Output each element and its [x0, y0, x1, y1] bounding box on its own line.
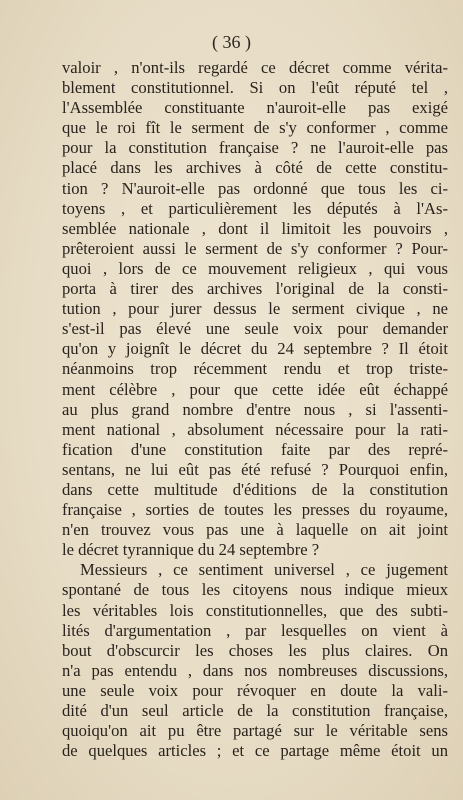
text-line: tion ? N'auroit-elle pas ordonné que tous les ci- — [62, 178, 448, 198]
text-line: n'a pas entendu , dans nos nombreuses discussions, — [62, 660, 448, 680]
text-line: le décret tyrannique du 24 septembre ? — [62, 540, 320, 560]
text-line: ment célèbre , pour que cette idée eût échappé — [62, 379, 448, 399]
text-line: lités d'argumentation , par lesquelles on vient à — [62, 620, 448, 640]
text-line: néanmoins trop récemment rendu et trop triste- — [62, 359, 448, 379]
text-line: quoi , lors de ce mouvement religieux , qui vous — [62, 258, 448, 278]
text-line: les véritables lois constitutionnelles, que des subti- — [62, 600, 448, 620]
text-line: que le roi fît le serment de s'y conformer , comme — [62, 118, 448, 138]
text-line: porta à tirer des archives l'original de la consti- — [62, 279, 448, 299]
text-line: de quelques articles ; et ce partage même étoit un — [62, 741, 448, 761]
text-line: française , sorties de toutes les presses du royaume, — [62, 500, 448, 520]
text-line: toyens , et particulièrement les députés à l'As- — [62, 198, 448, 218]
text-line: au plus grand nombre d'entre nous , si l'assenti- — [62, 399, 448, 419]
text-line: l'Assemblée constituante n'auroit-elle pas exigé — [62, 98, 448, 118]
text-line: bout d'obscurcir les choses les plus claires. On — [62, 640, 448, 660]
text-line: blement constitutionnel. Si on l'eût réputé tel , — [62, 78, 448, 98]
text-line: dité d'un seul article de la constitution française, — [62, 701, 448, 720]
text-line: s'est-il pas élevé une seule voix pour demander — [62, 319, 448, 339]
text-line: spontané de tous les citoyens nous indique mieux — [62, 580, 448, 600]
text-line: qu'on y joignît le décret du 24 septembre ? Il étoit — [62, 339, 448, 359]
text-line: fication d'une constitution faite par des repré- — [62, 439, 448, 459]
text-line: valoir , n'ont-ils regardé ce décret comme vérita- — [62, 58, 448, 77]
paragraph — [62, 58, 448, 560]
text-line: pour la constitution française ? ne l'auroit-elle pas — [62, 138, 448, 158]
text-line: semblée nationale , dont il limitoit les pouvoirs , — [62, 218, 448, 238]
text-line: sentans, ne lui eût pas été refusé ? Pourquoi enfin, — [62, 459, 448, 479]
text-line: quoiqu'on ait pu être partagé sur le véritable sens — [62, 721, 448, 741]
text-line: dans cette multitude d'éditions de la constitution — [62, 479, 448, 499]
body-text — [62, 58, 448, 761]
text-line: placé dans les archives à côté de cette constitu- — [62, 158, 448, 178]
text-line: ment national , absolument nécessaire pour la rati- — [62, 419, 448, 439]
text-line: tution , pour jurer dessus le serment civique , ne — [62, 299, 448, 319]
text-line: n'en trouvez vous pas une à laquelle on ait joint — [62, 520, 448, 540]
paragraph — [62, 560, 448, 761]
page-number: ( 36 ) — [212, 32, 251, 52]
text-line: prêteroient aussi le serment de s'y conformer ? Pour- — [62, 238, 448, 258]
text-line: une seule voix pour révoquer en doute la vali- — [62, 680, 448, 700]
text-line: Messieurs , ce sentiment universel , ce jugement — [80, 560, 448, 580]
